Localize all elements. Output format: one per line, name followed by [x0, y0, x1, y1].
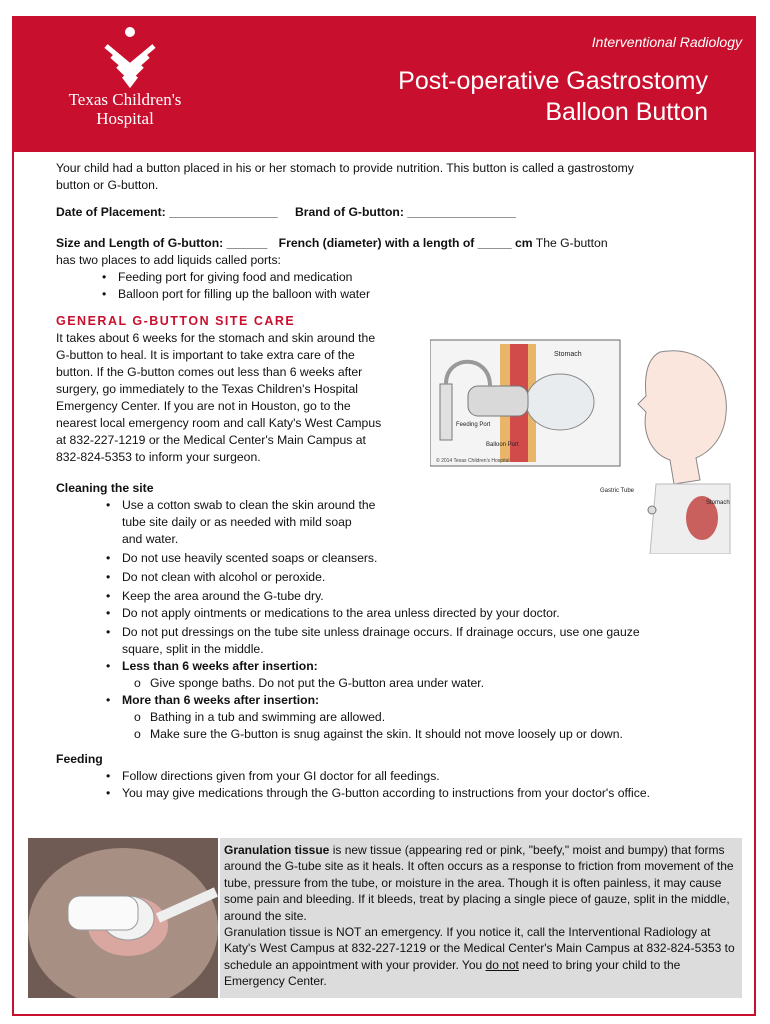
granulation-text-2a: Granulation tissue is NOT an emergency. If you notice it, call the Interventional Radiology at Katy's West Campus at 832-227-1219 or the Medical Center's Main Campus at 832-824-5353 to schedule an appointment with your provider. You [224, 925, 735, 972]
ports-list [102, 269, 696, 303]
site-care-paragraph: It takes about 6 weeks for the stomach and skin around the G-button to heal. It is important to take extra care of the button. If the G-button comes out less than 6 weeks after surgery, go immediately to the Texas Children's Hospital Emergency Center. If you are not in Houston, go to the nearest local emergency room and call Katy's West Campus at 832-227-1219 or the Medical Center's Main Campus at 832-824-5353 to inform your surgeon. [56, 331, 382, 464]
hospital-logo [14, 18, 212, 152]
list-item: • Follow directions given from your GI doctor for all feedings. [106, 769, 440, 783]
list-item: • Feeding port for giving food and medication [102, 270, 353, 284]
date-of-placement-label: Date of Placement: ________________ [56, 205, 278, 219]
title-line-2: Balloon Button [545, 98, 708, 126]
french-label: French (diameter) with a length of _____ cm [278, 236, 533, 250]
brand-label: Brand of G-button: ________________ [294, 205, 516, 219]
logo-heart-icon [100, 24, 160, 92]
logo-line-1: Texas Children's [68, 90, 182, 109]
placement-fields [56, 204, 696, 221]
copyright-label: © 2014 Texas Children's Hospital [436, 458, 510, 464]
list-item: • Keep the area around the G-tube dry. [106, 589, 324, 603]
granulation-text-2b: need to bring your child to the Emergency Center. [224, 957, 681, 989]
list-item: • Do not use heavily scented soaps or cleansers. [106, 551, 378, 565]
list-item: • You may give medications through the G-button according to instructions from your doctor's office. [106, 786, 651, 800]
stomach-label-2: Stomach [706, 500, 730, 506]
balloon-port-label: Balloon Port [486, 442, 519, 448]
list-item: • Balloon port for filling up the balloon with water [102, 287, 371, 301]
logo-line-2: Hospital [96, 109, 154, 128]
feeding-port-label: Feeding Port [456, 422, 491, 428]
department-label: Interventional Radiology [591, 34, 742, 50]
site-care-heading: GENERAL G-BUTTON SITE CARE [56, 314, 296, 328]
intro-paragraph: Your child had a button placed in his or her stomach to provide nutrition. This button is called a gastrostomy button or G-button. [56, 161, 634, 192]
feeding-heading: Feeding [56, 752, 103, 766]
granulation-tissue-photo [28, 838, 218, 998]
list-item: • Do not clean with alcohol or peroxide. [106, 570, 326, 584]
feeding-list [106, 768, 696, 802]
ports-text-a: The G-button [535, 236, 608, 250]
cleaning-heading: Cleaning the site [56, 481, 154, 495]
list-item: • Do not put dressings on the tube site unless drainage occurs. If drainage occurs, use one gauze square, split in the middle. [106, 625, 640, 656]
size-fields [56, 235, 696, 252]
granulation-text [224, 842, 740, 990]
sub-list-item: o Bathing in a tub and swimming are allowed. [134, 710, 386, 724]
list-item: • Less than 6 weeks after insertion: [106, 659, 318, 673]
size-length-label: Size and Length of G-button: ______ [56, 236, 268, 250]
ports-text-b: has two places to add liquids called ports: [56, 253, 281, 267]
granulation-text-1: is new tissue (appearing red or pink, "beefy," moist and bumpy) that forms around the G-tube site as it heals. It often occurs as a response to friction from movement of the tube, pressure from the tube, or moisture in the area. Though it is often painless, it may cause some pain and bleeding. If it bleeds, treat by placing a single piece of gauze, split in the middle, around the site. [224, 843, 734, 923]
gastric-tube-label: Gastric Tube [600, 488, 635, 494]
do-not-underlined: do not [485, 957, 519, 972]
title-line-1: Post-operative Gastrostomy [398, 67, 708, 95]
page-title [388, 66, 708, 128]
list-item: • More than 6 weeks after insertion: [106, 693, 320, 707]
g-button-illustration [430, 334, 742, 554]
sub-list-item: o Make sure the G-button is snug against the skin. It should not move loosely up or down. [134, 727, 623, 741]
stomach-label: Stomach [554, 351, 582, 358]
list-item: • Do not apply ointments or medications to the area unless directed by your doctor. [106, 606, 560, 620]
list-item: • Use a cotton swab to clean the skin around the tube site daily or as needed with mild soap and water. [106, 498, 376, 546]
granulation-term: Granulation tissue [224, 843, 330, 857]
sub-list-item: o Give sponge baths. Do not put the G-button area under water. [134, 676, 485, 690]
